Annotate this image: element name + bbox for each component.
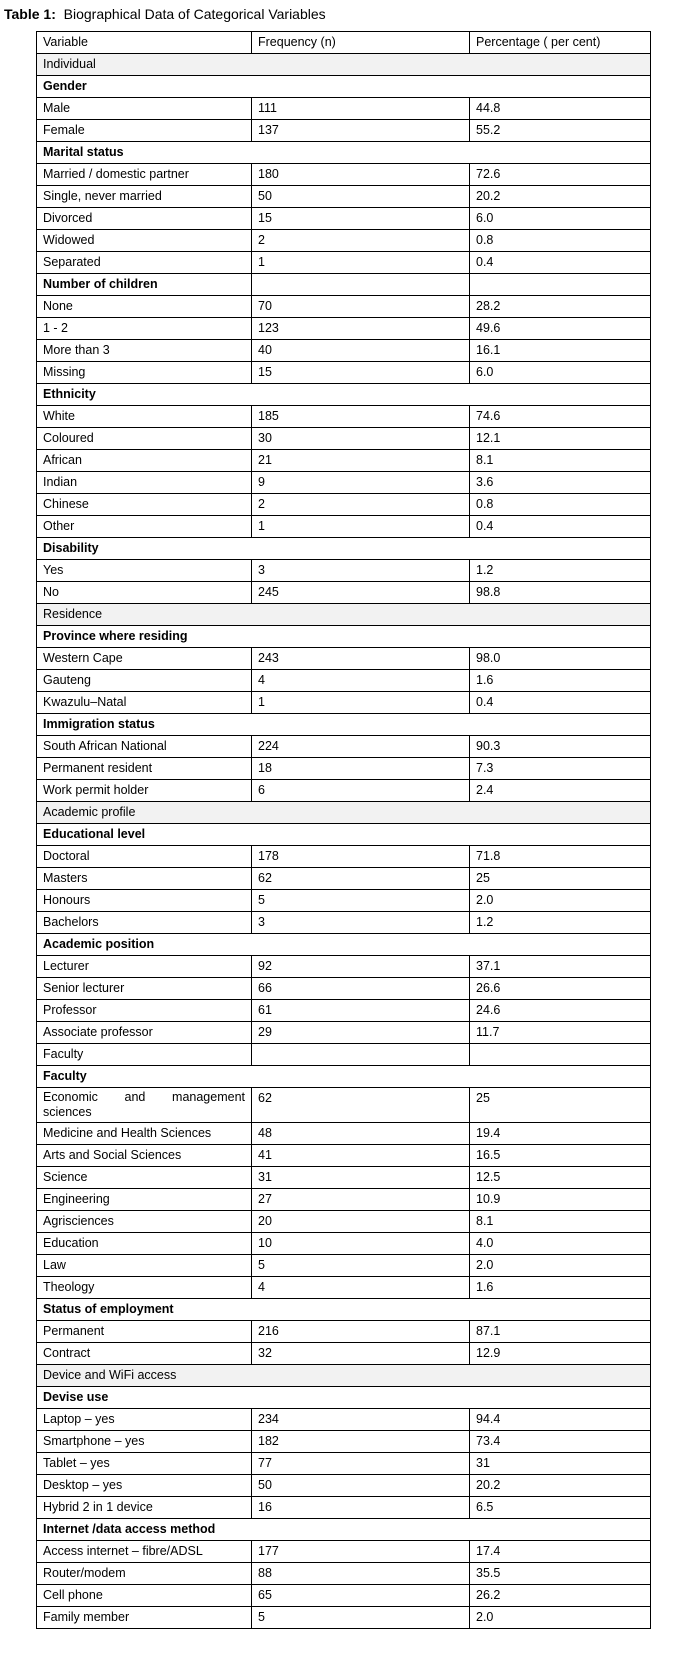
- table-row: [37, 912, 651, 934]
- table-row: [37, 1585, 651, 1607]
- header-frequency: Frequency (n): [252, 32, 470, 54]
- cell-variable: Separated: [37, 252, 252, 274]
- cell-frequency: 31: [252, 1167, 470, 1189]
- cell-percentage: 44.8: [470, 98, 651, 120]
- group-label: Devise use: [37, 1387, 651, 1409]
- cell-frequency: 15: [252, 208, 470, 230]
- group-label: Internet /data access method: [37, 1519, 651, 1541]
- cell-percentage: 19.4: [470, 1123, 651, 1145]
- cell-variable: 1 - 2: [37, 318, 252, 340]
- group-empty-percentage: [470, 274, 651, 296]
- cell-frequency: 1: [252, 516, 470, 538]
- cell-percentage: 6.5: [470, 1497, 651, 1519]
- group-row: [37, 538, 651, 560]
- group-empty-frequency: [252, 274, 470, 296]
- cell-percentage: 71.8: [470, 846, 651, 868]
- table-row: [37, 472, 651, 494]
- cell-variable: Access internet – fibre/ADSL: [37, 1541, 252, 1563]
- table-row: [37, 1475, 651, 1497]
- group-row: [37, 934, 651, 956]
- cell-variable: Arts and Social Sciences: [37, 1145, 252, 1167]
- cell-frequency: 177: [252, 1541, 470, 1563]
- cell-variable: Chinese: [37, 494, 252, 516]
- cell-variable: Divorced: [37, 208, 252, 230]
- cell-frequency: 1: [252, 252, 470, 274]
- cell-variable: Theology: [37, 1277, 252, 1299]
- table-caption: [4, 6, 326, 22]
- cell-variable: Missing: [37, 362, 252, 384]
- header-percentage: Percentage ( per cent): [470, 32, 651, 54]
- table-row: [37, 1123, 651, 1145]
- table-row: [37, 494, 651, 516]
- table-row: [37, 252, 651, 274]
- cell-percentage: 26.6: [470, 978, 651, 1000]
- cell-frequency: 50: [252, 1475, 470, 1497]
- cell-percentage: 87.1: [470, 1321, 651, 1343]
- table-row: [37, 846, 651, 868]
- section-label: Residence: [37, 604, 651, 626]
- group-row: [37, 824, 651, 846]
- cell-frequency: 18: [252, 758, 470, 780]
- cell-variable: Router/modem: [37, 1563, 252, 1585]
- cell-variable: Male: [37, 98, 252, 120]
- cell-frequency: 41: [252, 1145, 470, 1167]
- cell-frequency: 182: [252, 1431, 470, 1453]
- cell-variable: Gauteng: [37, 670, 252, 692]
- cell-percentage: 49.6: [470, 318, 651, 340]
- table-row: [37, 1088, 651, 1123]
- table-row: [37, 1431, 651, 1453]
- cell-variable: Kwazulu–Natal: [37, 692, 252, 714]
- cell-variable: Medicine and Health Sciences: [37, 1123, 252, 1145]
- cell-frequency: 62: [252, 1088, 470, 1123]
- cell-percentage: 98.8: [470, 582, 651, 604]
- table-body: [37, 54, 651, 1629]
- cell-frequency: 29: [252, 1022, 470, 1044]
- cell-frequency: 123: [252, 318, 470, 340]
- cell-variable: Widowed: [37, 230, 252, 252]
- table-row: [37, 780, 651, 802]
- cell-variable: Other: [37, 516, 252, 538]
- cell-frequency: 137: [252, 120, 470, 142]
- group-row: [37, 626, 651, 648]
- table-row: [37, 406, 651, 428]
- table-row: [37, 956, 651, 978]
- table-row: [37, 230, 651, 252]
- cell-percentage: 37.1: [470, 956, 651, 978]
- group-row: [37, 384, 651, 406]
- cell-variable: Lecturer: [37, 956, 252, 978]
- cell-frequency: 224: [252, 736, 470, 758]
- group-row: [37, 274, 651, 296]
- cell-percentage: 2.0: [470, 1255, 651, 1277]
- cell-frequency: 6: [252, 780, 470, 802]
- group-label: Faculty: [37, 1066, 651, 1088]
- cell-variable: Doctoral: [37, 846, 252, 868]
- table-row: [37, 450, 651, 472]
- table-row: [37, 1277, 651, 1299]
- cell-percentage: 0.4: [470, 516, 651, 538]
- cell-variable: Permanent resident: [37, 758, 252, 780]
- cell-variable: Permanent: [37, 1321, 252, 1343]
- table-row: [37, 1000, 651, 1022]
- cell-percentage: 7.3: [470, 758, 651, 780]
- table-row: [37, 1211, 651, 1233]
- table-row: [37, 1189, 651, 1211]
- group-label: Disability: [37, 538, 651, 560]
- cell-frequency: 15: [252, 362, 470, 384]
- cell-frequency: 62: [252, 868, 470, 890]
- group-label: Immigration status: [37, 714, 651, 736]
- cell-frequency: 40: [252, 340, 470, 362]
- table-row: [37, 296, 651, 318]
- group-row: [37, 142, 651, 164]
- cell-variable: Desktop – yes: [37, 1475, 252, 1497]
- table-row: [37, 340, 651, 362]
- cell-variable: Work permit holder: [37, 780, 252, 802]
- cell-frequency: 50: [252, 186, 470, 208]
- group-row: [37, 714, 651, 736]
- cell-frequency: 32: [252, 1343, 470, 1365]
- cell-percentage: 90.3: [470, 736, 651, 758]
- group-row: [37, 1519, 651, 1541]
- table-row: [37, 164, 651, 186]
- table-row: [37, 98, 651, 120]
- cell-variable: Married / domestic partner: [37, 164, 252, 186]
- group-label: Gender: [37, 76, 651, 98]
- cell-percentage: 16.5: [470, 1145, 651, 1167]
- section-label: Device and WiFi access: [37, 1365, 651, 1387]
- cell-frequency: 20: [252, 1211, 470, 1233]
- cell-percentage: 73.4: [470, 1431, 651, 1453]
- cell-frequency: 1: [252, 692, 470, 714]
- cell-percentage: 1.6: [470, 1277, 651, 1299]
- cell-frequency: 27: [252, 1189, 470, 1211]
- group-row: [37, 1387, 651, 1409]
- cell-frequency: 2: [252, 494, 470, 516]
- cell-frequency: 2: [252, 230, 470, 252]
- cell-percentage: 20.2: [470, 1475, 651, 1497]
- cell-variable: Agrisciences: [37, 1211, 252, 1233]
- cell-frequency: 245: [252, 582, 470, 604]
- cell-frequency: 48: [252, 1123, 470, 1145]
- table-row: [37, 1343, 651, 1365]
- cell-percentage: 31: [470, 1453, 651, 1475]
- cell-percentage: 1.6: [470, 670, 651, 692]
- cell-percentage: 17.4: [470, 1541, 651, 1563]
- cell-frequency: 5: [252, 890, 470, 912]
- section-row: [37, 54, 651, 76]
- table-row: [37, 670, 651, 692]
- table-row: [37, 1022, 651, 1044]
- cell-percentage: 12.5: [470, 1167, 651, 1189]
- cell-frequency: 92: [252, 956, 470, 978]
- table-row: [37, 1563, 651, 1585]
- cell-percentage: 6.0: [470, 208, 651, 230]
- cell-variable: Economic and management sciences: [37, 1088, 252, 1123]
- cell-frequency: 185: [252, 406, 470, 428]
- cell-variable: Associate professor: [37, 1022, 252, 1044]
- table-row: [37, 890, 651, 912]
- cell-frequency: 9: [252, 472, 470, 494]
- cell-percentage: 28.2: [470, 296, 651, 318]
- cell-percentage: 72.6: [470, 164, 651, 186]
- cell-percentage: 8.1: [470, 1211, 651, 1233]
- cell-frequency: 66: [252, 978, 470, 1000]
- cell-variable: No: [37, 582, 252, 604]
- cell-variable: Laptop – yes: [37, 1409, 252, 1431]
- cell-variable: Cell phone: [37, 1585, 252, 1607]
- cell-percentage: 2.0: [470, 1607, 651, 1629]
- cell-variable: Honours: [37, 890, 252, 912]
- cell-variable: Contract: [37, 1343, 252, 1365]
- group-row: [37, 1299, 651, 1321]
- table-caption-text: Biographical Data of Categorical Variables: [63, 6, 326, 22]
- cell-frequency: 111: [252, 98, 470, 120]
- cell-percentage: 2.0: [470, 890, 651, 912]
- table-row: [37, 868, 651, 890]
- table-row: [37, 1167, 651, 1189]
- cell-percentage: 16.1: [470, 340, 651, 362]
- table-row: [37, 120, 651, 142]
- cell-frequency: 10: [252, 1233, 470, 1255]
- cell-frequency: 65: [252, 1585, 470, 1607]
- header-variable: Variable: [37, 32, 252, 54]
- cell-frequency: 77: [252, 1453, 470, 1475]
- cell-percentage: 25: [470, 1088, 651, 1123]
- cell-variable: Coloured: [37, 428, 252, 450]
- table-row: [37, 1255, 651, 1277]
- biographical-data-table: [36, 31, 651, 1629]
- group-row: [37, 76, 651, 98]
- cell-variable: Hybrid 2 in 1 device: [37, 1497, 252, 1519]
- table-row: [37, 736, 651, 758]
- cell-percentage: 35.5: [470, 1563, 651, 1585]
- table-row: [37, 1497, 651, 1519]
- cell-variable: Law: [37, 1255, 252, 1277]
- cell-variable: Single, never married: [37, 186, 252, 208]
- cell-percentage: 20.2: [470, 186, 651, 208]
- section-row: [37, 604, 651, 626]
- cell-frequency: 243: [252, 648, 470, 670]
- cell-variable: South African National: [37, 736, 252, 758]
- table-row: [37, 1607, 651, 1629]
- table-row: [37, 758, 651, 780]
- cell-frequency: 5: [252, 1607, 470, 1629]
- cell-percentage: 74.6: [470, 406, 651, 428]
- cell-variable: Female: [37, 120, 252, 142]
- cell-percentage: 94.4: [470, 1409, 651, 1431]
- cell-percentage: 55.2: [470, 120, 651, 142]
- cell-variable: Faculty: [37, 1044, 252, 1066]
- table-row: [37, 978, 651, 1000]
- section-row: [37, 802, 651, 824]
- section-label: Individual: [37, 54, 651, 76]
- cell-percentage: 0.8: [470, 230, 651, 252]
- cell-variable: Indian: [37, 472, 252, 494]
- cell-percentage: 1.2: [470, 560, 651, 582]
- cell-variable: More than 3: [37, 340, 252, 362]
- cell-variable: Smartphone – yes: [37, 1431, 252, 1453]
- cell-frequency: 5: [252, 1255, 470, 1277]
- cell-percentage: 12.1: [470, 428, 651, 450]
- section-label: Academic profile: [37, 802, 651, 824]
- table-row: [37, 1453, 651, 1475]
- table-row: [37, 1541, 651, 1563]
- cell-percentage: [470, 1044, 651, 1066]
- cell-frequency: 88: [252, 1563, 470, 1585]
- cell-frequency: 4: [252, 670, 470, 692]
- cell-percentage: 8.1: [470, 450, 651, 472]
- cell-frequency: 30: [252, 428, 470, 450]
- group-row: [37, 1066, 651, 1088]
- table-row: [37, 318, 651, 340]
- group-label: Educational level: [37, 824, 651, 846]
- cell-percentage: 1.2: [470, 912, 651, 934]
- cell-percentage: 26.2: [470, 1585, 651, 1607]
- cell-variable: Bachelors: [37, 912, 252, 934]
- table-row: [37, 648, 651, 670]
- cell-frequency: 178: [252, 846, 470, 868]
- cell-variable: Professor: [37, 1000, 252, 1022]
- table-row: [37, 362, 651, 384]
- cell-percentage: 0.4: [470, 252, 651, 274]
- cell-frequency: 216: [252, 1321, 470, 1343]
- cell-frequency: 61: [252, 1000, 470, 1022]
- cell-variable: Yes: [37, 560, 252, 582]
- cell-percentage: 10.9: [470, 1189, 651, 1211]
- cell-frequency: 180: [252, 164, 470, 186]
- cell-frequency: 21: [252, 450, 470, 472]
- table-row: [37, 1145, 651, 1167]
- cell-percentage: 0.8: [470, 494, 651, 516]
- cell-frequency: 70: [252, 296, 470, 318]
- cell-variable: Science: [37, 1167, 252, 1189]
- table-row: [37, 1233, 651, 1255]
- header-row: [37, 32, 651, 54]
- cell-percentage: 2.4: [470, 780, 651, 802]
- cell-frequency: [252, 1044, 470, 1066]
- cell-percentage: 12.9: [470, 1343, 651, 1365]
- cell-percentage: 3.6: [470, 472, 651, 494]
- cell-percentage: 25: [470, 868, 651, 890]
- cell-frequency: 16: [252, 1497, 470, 1519]
- cell-variable: Western Cape: [37, 648, 252, 670]
- cell-frequency: 3: [252, 560, 470, 582]
- cell-variable: Senior lecturer: [37, 978, 252, 1000]
- table-row: [37, 208, 651, 230]
- cell-percentage: 0.4: [470, 692, 651, 714]
- cell-variable: Engineering: [37, 1189, 252, 1211]
- cell-frequency: 3: [252, 912, 470, 934]
- table-row: [37, 1321, 651, 1343]
- table-row: [37, 1044, 651, 1066]
- cell-percentage: 4.0: [470, 1233, 651, 1255]
- table-row: [37, 516, 651, 538]
- table-row: [37, 692, 651, 714]
- group-label: Number of children: [37, 274, 252, 296]
- cell-frequency: 4: [252, 1277, 470, 1299]
- table-caption-label: Table 1:: [4, 6, 56, 22]
- section-row: [37, 1365, 651, 1387]
- cell-percentage: 24.6: [470, 1000, 651, 1022]
- table-row: [37, 428, 651, 450]
- cell-percentage: 6.0: [470, 362, 651, 384]
- cell-variable: White: [37, 406, 252, 428]
- cell-variable: Family member: [37, 1607, 252, 1629]
- cell-percentage: 98.0: [470, 648, 651, 670]
- table-row: [37, 582, 651, 604]
- table-row: [37, 186, 651, 208]
- cell-percentage: 11.7: [470, 1022, 651, 1044]
- cell-variable: None: [37, 296, 252, 318]
- cell-variable: Masters: [37, 868, 252, 890]
- group-label: Ethnicity: [37, 384, 651, 406]
- group-label: Status of employment: [37, 1299, 651, 1321]
- table-row: [37, 1409, 651, 1431]
- group-label: Marital status: [37, 142, 651, 164]
- cell-variable: African: [37, 450, 252, 472]
- cell-variable: Tablet – yes: [37, 1453, 252, 1475]
- cell-frequency: 234: [252, 1409, 470, 1431]
- table-row: [37, 560, 651, 582]
- cell-variable: Education: [37, 1233, 252, 1255]
- group-label: Province where residing: [37, 626, 651, 648]
- group-label: Academic position: [37, 934, 651, 956]
